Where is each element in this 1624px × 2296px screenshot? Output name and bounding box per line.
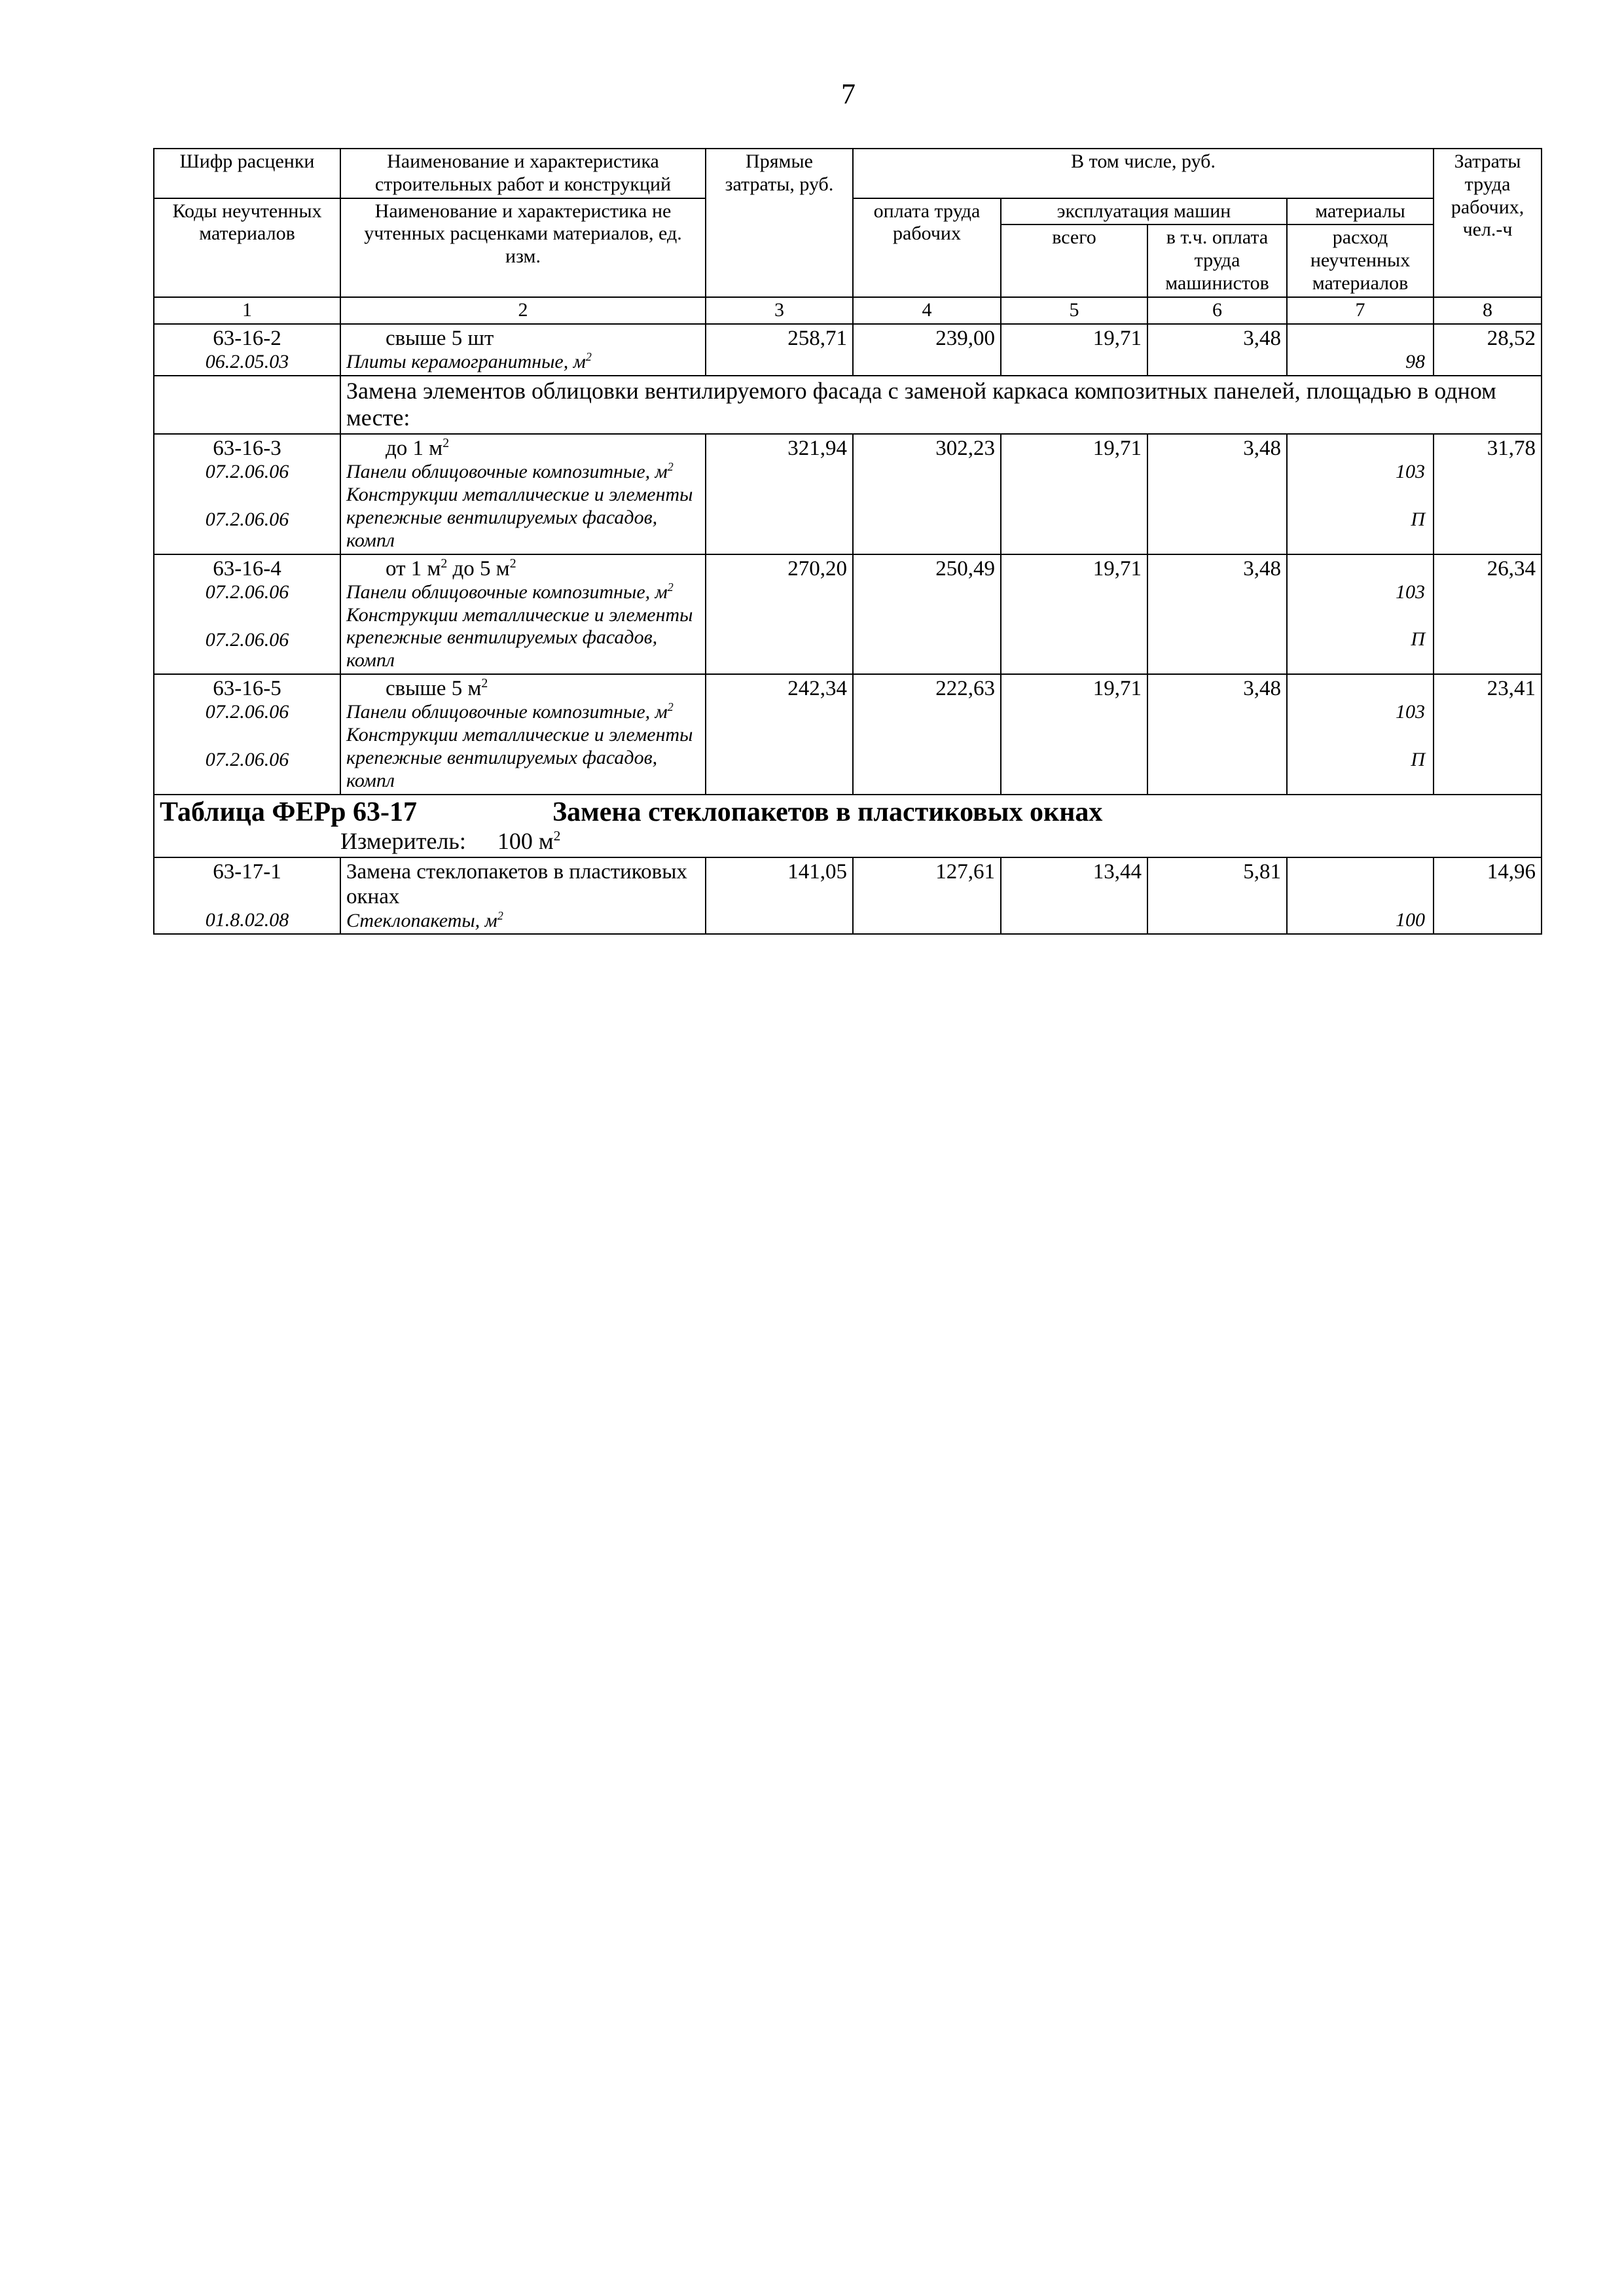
labor-hours: 28,52: [1434, 324, 1542, 376]
rate-code: 63-16-3: [213, 437, 281, 461]
work-name-cell: [340, 434, 706, 554]
material-qty: 103: [1396, 701, 1426, 723]
table-row: [154, 554, 1542, 674]
material-qty-cell: [1287, 674, 1434, 794]
rate-code-cell: [154, 324, 340, 376]
labor-pay: 222,63: [853, 674, 1001, 794]
material-code: 06.2.05.03: [205, 350, 289, 372]
material-qty-cell: [1287, 434, 1434, 554]
header-machines-operators: в т.ч. оплата труда машинистов: [1147, 224, 1287, 296]
column-number: 6: [1147, 297, 1287, 324]
column-number: 3: [706, 297, 853, 324]
work-name: от 1 $м^2$ до 5 $м^2$: [386, 556, 516, 581]
material-code: 07.2.06.06: [205, 628, 289, 651]
material-code: 07.2.06.06: [205, 749, 289, 771]
labor-hours: 23,41: [1434, 674, 1542, 794]
section-row: [154, 376, 1542, 435]
machines-total: 13,44: [1001, 857, 1147, 934]
labor-hours: 26,34: [1434, 554, 1542, 674]
direct-costs: 258,71: [706, 324, 853, 376]
direct-costs: 141,05: [706, 857, 853, 934]
unit-value: 100 $м^2$: [497, 828, 561, 855]
column-number: 2: [340, 297, 706, 324]
column-number: 1: [154, 297, 340, 324]
table-title-row: [154, 795, 1542, 857]
header-materials-group: материалы: [1287, 198, 1434, 225]
rates-table: [153, 148, 1542, 935]
section-title: Замена элементов облицовки вентилируемого фасада с заменой каркаса композитных панелей, площадью в одном месте:: [340, 376, 1542, 435]
material-name: Плиты керамогранитные, $м^2$: [346, 350, 592, 372]
table-row: [154, 674, 1542, 794]
material-code: 07.2.06.06: [205, 581, 289, 603]
material-name: Панели облицовочные композитные, $м^2$: [346, 580, 674, 603]
column-numbers-row: [154, 297, 1542, 324]
material-name: Конструкции металлические и элементы крепежные вентилируемых фасадов, компл: [346, 484, 693, 551]
labor-hours: 31,78: [1434, 434, 1542, 554]
rate-code: 63-16-5: [213, 677, 281, 701]
header-materials-consumption: расход неучтенных материалов: [1287, 224, 1434, 296]
table-row: [154, 857, 1542, 934]
header-machines-total: всего: [1001, 224, 1147, 296]
header-labor-hours: Затраты труда рабочих, чел.-ч: [1434, 149, 1542, 297]
header-including: В том числе, руб.: [853, 149, 1434, 198]
material-qty-cell: [1287, 554, 1434, 674]
work-name: Замена стеклопакетов в пластиковых окнах: [346, 859, 687, 909]
header-row-1: [154, 149, 1542, 198]
material-code: 01.8.02.08: [205, 909, 289, 931]
header-labor-pay: оплата труда рабочих: [853, 198, 1001, 297]
column-number: 5: [1001, 297, 1147, 324]
material-code: 07.2.06.06: [205, 701, 289, 723]
table-name: Замена стеклопакетов в пластиковых окнах: [552, 797, 1103, 827]
work-name: свыше 5 $м^2$: [386, 676, 488, 701]
table-row: [154, 434, 1542, 554]
machines-operators: 3,48: [1147, 554, 1287, 674]
table-title-cell: [154, 795, 1542, 857]
direct-costs: 321,94: [706, 434, 853, 554]
labor-pay: 250,49: [853, 554, 1001, 674]
machines-total: 19,71: [1001, 434, 1147, 554]
page-number: 7: [841, 78, 856, 110]
header-material-codes: Коды неучтенных материалов: [154, 198, 340, 297]
table-label: Таблица ФЕРр 63-17: [160, 797, 417, 827]
material-qty: П: [1411, 508, 1426, 530]
rate-code: 63-16-4: [213, 556, 281, 581]
work-name-cell: [340, 674, 706, 794]
header-machines-group: эксплуатация машин: [1001, 198, 1287, 225]
machines-operators: 5,81: [1147, 857, 1287, 934]
machines-operators: 3,48: [1147, 674, 1287, 794]
work-name-cell: [340, 324, 706, 376]
column-number: 7: [1287, 297, 1434, 324]
table-row: [154, 324, 1542, 376]
machines-total: 19,71: [1001, 324, 1147, 376]
material-name: Панели облицовочные композитные, $м^2$: [346, 700, 674, 723]
rate-code: 63-17-1: [213, 859, 281, 884]
unit-label: Измеритель:: [340, 828, 466, 855]
material-qty-cell: [1287, 324, 1434, 376]
material-code: 07.2.06.06: [205, 461, 289, 483]
work-name-cell: [340, 857, 706, 934]
material-qty: 98: [1405, 350, 1426, 372]
material-qty-cell: [1287, 857, 1434, 934]
machines-operators: 3,48: [1147, 434, 1287, 554]
material-qty: П: [1411, 628, 1426, 651]
machines-total: 19,71: [1001, 674, 1147, 794]
machines-total: 19,71: [1001, 554, 1147, 674]
direct-costs: 242,34: [706, 674, 853, 794]
direct-costs: 270,20: [706, 554, 853, 674]
material-name: Панели облицовочные композитные, $м^2$: [346, 460, 674, 483]
labor-hours: 14,96: [1434, 857, 1542, 934]
machines-operators: 3,48: [1147, 324, 1287, 376]
rate-code-cell: [154, 857, 340, 934]
empty-cell: [154, 376, 340, 435]
rate-code-cell: [154, 554, 340, 674]
header-rate-code: Шифр расценки: [154, 149, 340, 198]
column-number: 8: [1434, 297, 1542, 324]
work-name: до 1 $м^2$: [386, 436, 450, 461]
unit-line: [160, 828, 1536, 855]
labor-pay: 127,61: [853, 857, 1001, 934]
material-qty: 100: [1396, 908, 1426, 931]
labor-pay: 239,00: [853, 324, 1001, 376]
material-qty: 103: [1396, 461, 1426, 483]
rate-code-cell: [154, 674, 340, 794]
rate-code-cell: [154, 434, 340, 554]
material-name: Конструкции металлические и элементы крепежные вентилируемых фасадов, компл: [346, 724, 693, 791]
column-number: 4: [853, 297, 1001, 324]
work-name: свыше 5 шт: [386, 326, 494, 350]
labor-pay: 302,23: [853, 434, 1001, 554]
header-work-name: Наименование и характеристика строительных работ и конструкций: [340, 149, 706, 198]
material-qty: П: [1411, 748, 1426, 770]
material-name: Стеклопакеты, $м^2$: [346, 908, 503, 931]
header-direct-costs: Прямые затраты, руб.: [706, 149, 853, 297]
material-name: Конструкции металлические и элементы крепежные вентилируемых фасадов, компл: [346, 603, 693, 672]
header-material-names: Наименование и характеристика не учтенных расценками материалов, ед. изм.: [340, 198, 706, 297]
material-code: 07.2.06.06: [205, 509, 289, 531]
material-qty: 103: [1396, 581, 1426, 603]
rate-code: 63-16-2: [213, 326, 281, 350]
work-name-cell: [340, 554, 706, 674]
